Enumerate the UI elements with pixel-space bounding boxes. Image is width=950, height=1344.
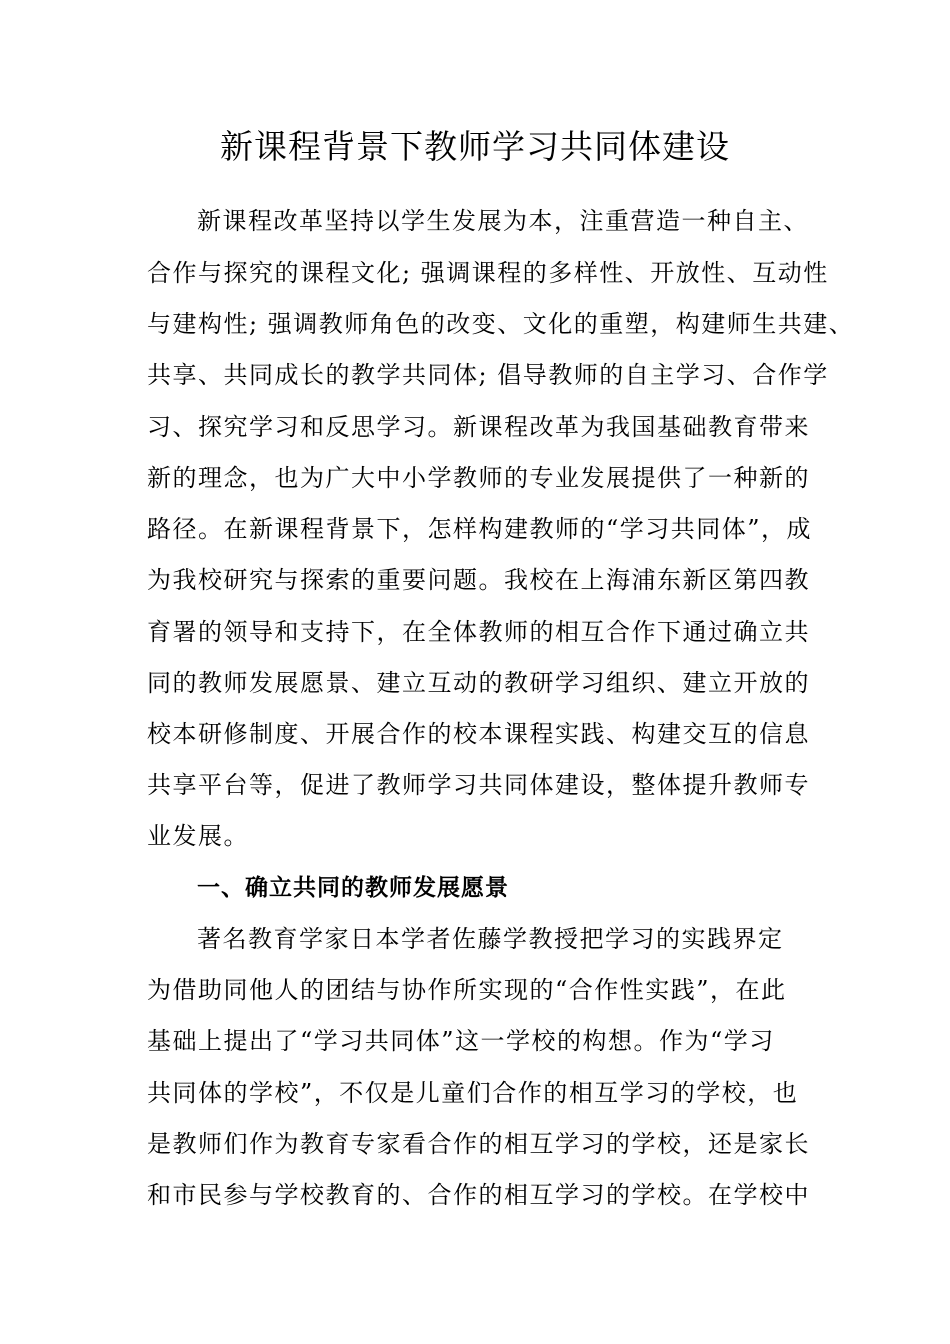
paragraph-line: 为我校研究与探索的重要问题。我校在上海浦东新区第四教 (147, 566, 810, 594)
paragraph-line: 同的教师发展愿景、建立互动的教研学习组织、建立开放的 (147, 669, 810, 697)
paragraph-line: 育署的领导和支持下，在全体教师的相互合作下通过确立共 (147, 618, 810, 646)
paragraph-line: 新课程改革坚持以学生发展为本，注重营造一种自主、 (197, 207, 809, 235)
paragraph-line: 是教师们作为教育专家看合作的相互学习的学校，还是家长 (147, 1130, 810, 1158)
paragraph-line: 合作与探究的课程文化; 强调课程的多样性、开放性、互动性 (147, 259, 829, 287)
paragraph-line: 业发展。 (147, 822, 249, 850)
document-title: 新课程背景下教师学习共同体建设 (220, 127, 730, 166)
paragraph-line: 共享平台等，促进了教师学习共同体建设，整体提升教师专 (147, 771, 810, 799)
paragraph-line: 习、探究学习和反思学习。新课程改革为我国基础教育带来 (147, 413, 810, 441)
paragraph-line: 与建构性; 强调教师角色的改变、文化的重塑，构建师生共建、 (147, 310, 855, 338)
paragraph-line: 新的理念，也为广大中小学教师的专业发展提供了一种新的 (147, 464, 810, 492)
section-heading: 一、确立共同的教师发展愿景 (197, 875, 509, 901)
paragraph-line: 著名教育学家日本学者佐藤学教授把学习的实践界定 (197, 925, 784, 953)
paragraph-line: 路径。在新课程背景下，怎样构建教师的“学习共同体”，成 (147, 515, 813, 543)
paragraph-line: 共享、共同成长的教学共同体; 倡导教师的自主学习、合作学 (147, 361, 829, 389)
paragraph-line: 为借助同他人的团结与协作所实现的“合作性实践”，在此 (147, 976, 787, 1004)
paragraph-line: 和市民参与学校教育的、合作的相互学习的学校。在学校中 (147, 1181, 810, 1209)
paragraph-line: 基础上提出了“学习共同体”这一学校的构想。作为“学习 (147, 1027, 775, 1055)
paragraph-line: 校本研修制度、开展合作的校本课程实践、构建交互的信息 (147, 720, 810, 748)
paragraph-line: 共同体的学校”，不仅是儿童们合作的相互学习的学校，也 (147, 1079, 799, 1107)
